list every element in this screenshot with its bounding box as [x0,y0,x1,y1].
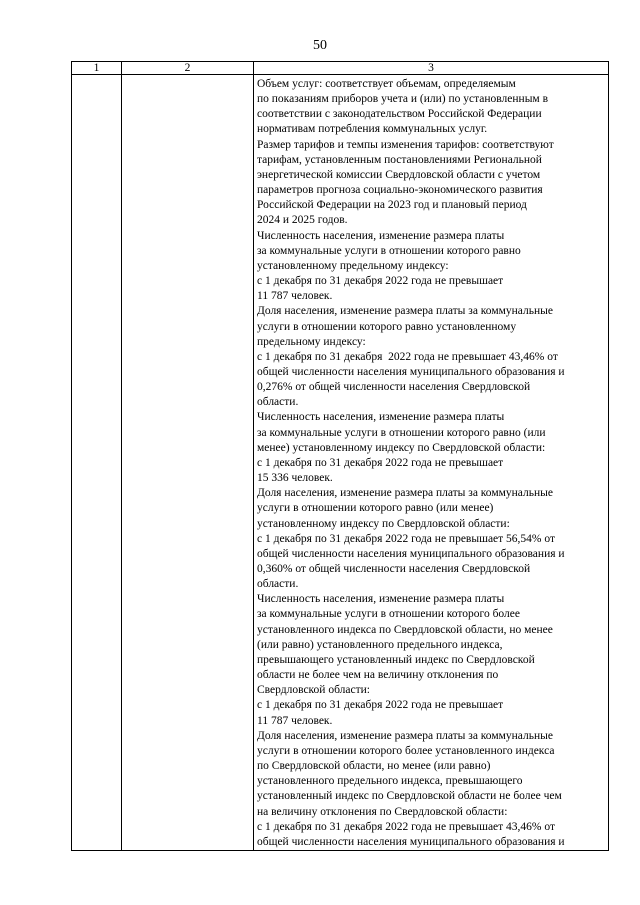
text-line: области. [257,396,299,409]
text-line: общей численности населения муниципального образования и [257,835,565,848]
text-line: установленному предельному индексу: [257,259,449,272]
text-line: тарифам, установленным постановлениями Региональной [257,153,542,166]
text-line: превышающего установленный индекс по Свердловской [257,653,535,666]
text-line: 11 787 человек. [257,714,333,727]
text-line: услуги в отношении которого более установленного индекса [257,744,555,757]
text-line: 0,276% от общей численности населения Свердловской [257,381,531,394]
text-line: параметров прогноза социально-экономического развития [257,184,543,197]
column-header-3: 3 [254,62,609,75]
column-2-cell [122,75,254,851]
text-line: по Свердловской области, но менее (или равно) [257,760,491,773]
text-line: 15 336 человек. [257,472,333,485]
text-line: предельному индексу: [257,335,366,348]
text-line: Численность населения, изменение размера платы [257,411,505,424]
column-3-text [254,75,608,850]
text-line: менее) установленному индексу по Свердловской области: [257,441,546,454]
document-table [71,61,609,851]
text-line: Российской Федерации на 2023 год и плановый период [257,199,527,212]
text-line: области. [257,578,299,591]
text-line: энергетической комиссии Свердловской области с учетом [257,168,541,181]
column-header-2: 2 [122,62,254,75]
text-line: установленного предельного индекса, превышающего [257,775,523,788]
text-line: Размер тарифов и темпы изменения тарифов: соответствуют [257,138,554,151]
text-line: Численность населения, изменение размера платы [257,593,505,606]
text-line: 0,360% от общей численности населения Свердловской [257,563,531,575]
text-line: установленному индексу по Свердловской области: [257,517,510,530]
text-line: по показаниям приборов учета и (или) по установленным в [257,93,549,106]
text-line: 2024 и 2025 годов. [257,214,348,227]
text-line: нормативам потребления коммунальных услуг. [257,123,488,136]
column-header-1: 1 [72,62,122,75]
text-line: установленного индекса по Свердловской области, но менее [257,623,553,636]
text-line: соответствии с законодательством Российской Федерации [257,108,542,121]
column-3-cell [254,75,609,851]
text-line: за коммунальные услуги в отношении которого равно [257,244,521,257]
text-line: Доля населения, изменение размера платы за коммунальные [257,729,553,742]
text-line: Доля населения, изменение размера платы за коммунальные [257,305,553,318]
text-line: Свердловской области: [257,684,370,697]
text-line: Объем услуг: соответствует объемам, определяемым [257,78,516,90]
text-line: за коммунальные услуги в отношении которого более [257,608,520,621]
table-header-row [72,62,609,75]
text-line: за коммунальные услуги в отношении которого равно (или [257,426,546,439]
text-line: с 1 декабря по 31 декабря 2022 года не превышает [257,699,504,712]
table-row [72,75,609,851]
text-line: с 1 декабря по 31 декабря 2022 года не превышает 43,46% от [257,350,558,363]
text-line: (или равно) установленного предельного индекса, [257,638,503,651]
page-number: 50 [313,38,327,53]
text-line: общей численности населения муниципального образования и [257,547,565,560]
text-line: на величину отклонения по Свердловской области: [257,805,508,818]
text-line: услуги в отношении которого равно установленному [257,320,517,333]
text-line: 11 787 человек. [257,290,333,303]
text-line: с 1 декабря по 31 декабря 2022 года не превышает 43,46% от [257,820,556,833]
text-line: услуги в отношении которого равно (или менее) [257,502,494,515]
text-line: установленный индекс по Свердловской области не более чем [257,790,562,803]
text-line: Доля населения, изменение размера платы за коммунальные [257,487,553,500]
text-line: области не более чем на величину отклонения по [257,669,499,682]
text-line: общей численности населения муниципального образования и [257,365,565,378]
column-1-cell [72,75,122,851]
text-line: с 1 декабря по 31 декабря 2022 года не превышает 56,54% от [257,532,556,545]
text-line: с 1 декабря по 31 декабря 2022 года не превышает [257,456,504,469]
text-line: с 1 декабря по 31 декабря 2022 года не превышает [257,275,504,288]
text-line: Численность населения, изменение размера платы [257,229,505,242]
